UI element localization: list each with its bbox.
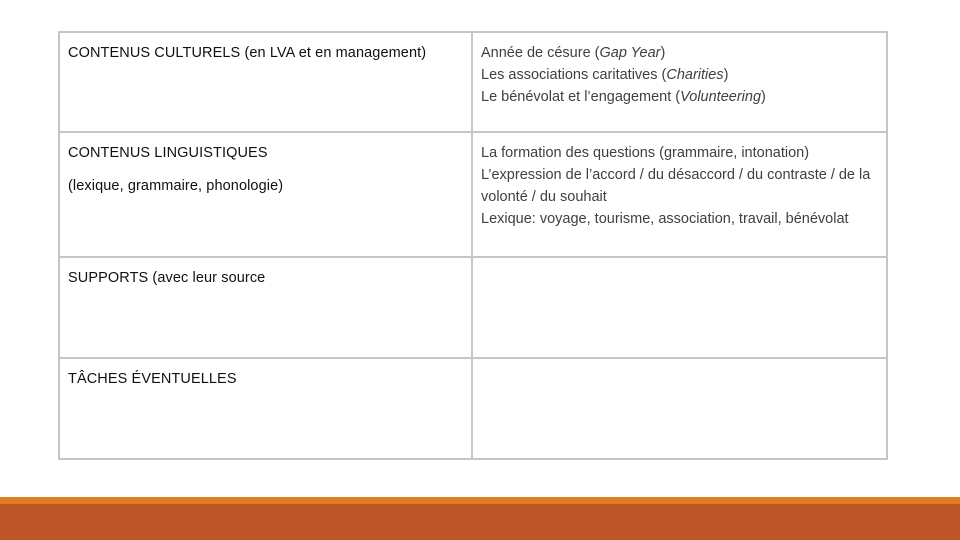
cell-supports-content — [472, 257, 887, 358]
cell-linguistic-label — [59, 132, 472, 257]
cell-tasks-content — [472, 358, 887, 459]
cell-cultural-content — [472, 32, 887, 132]
cultural-item: Le bénévolat et l’engagement (Volunteering) — [481, 89, 766, 105]
cultural-content-label: CONTENUS CULTURELS (en LVA et en management) — [68, 45, 427, 61]
cell-cultural-label — [59, 32, 472, 132]
supports-label: SUPPORTS (avec leur source — [68, 270, 266, 286]
cultural-item: Année de césure (Gap Year) — [481, 45, 666, 61]
linguistic-item: La formation des questions (grammaire, intonation) — [481, 145, 810, 161]
tasks-label: TÂCHES ÉVENTUELLES — [68, 371, 237, 387]
cell-supports-label — [59, 257, 472, 358]
footer-band-accent — [0, 497, 960, 504]
table-row — [59, 132, 887, 257]
linguistic-content-sublabel: (lexique, grammaire, phonologie) — [68, 178, 284, 194]
table-row — [59, 32, 887, 132]
cultural-item: Les associations caritatives (Charities) — [481, 67, 729, 83]
footer-band-main — [0, 504, 960, 540]
footer-band — [0, 497, 960, 540]
cell-tasks-label — [59, 358, 472, 459]
lesson-plan-table — [58, 31, 888, 460]
linguistic-item: L’expression de l’accord / du désaccord / du contraste / de la volonté / du souhait — [481, 167, 871, 205]
cell-linguistic-content — [472, 132, 887, 257]
table-row — [59, 257, 887, 358]
linguistic-content-label: CONTENUS LINGUISTIQUES — [68, 145, 268, 161]
linguistic-item: Lexique: voyage, tourisme, association, travail, bénévolat — [481, 211, 849, 227]
table-row — [59, 358, 887, 459]
